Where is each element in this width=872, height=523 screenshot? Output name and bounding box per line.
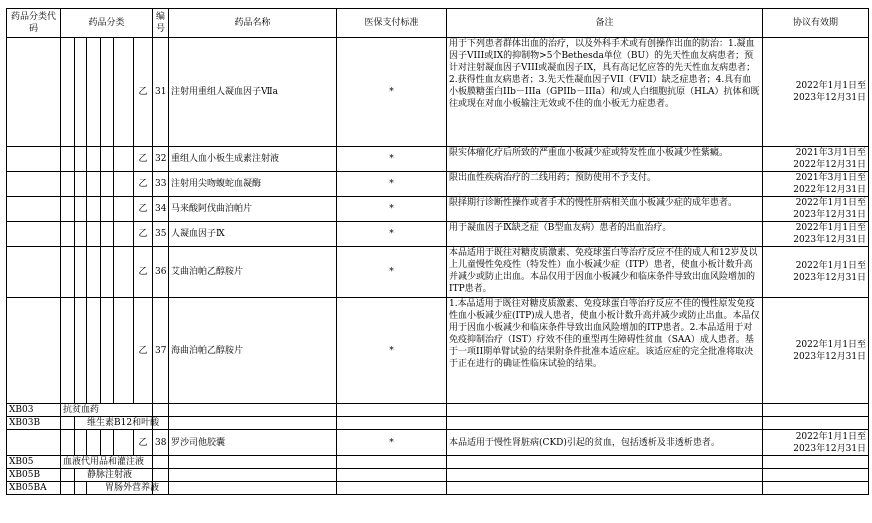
seq-cell: 35 xyxy=(153,222,169,247)
grade-cell: 乙 xyxy=(134,38,153,147)
table-row xyxy=(7,247,869,298)
validity-cell: 2022年1月1日至 2023年12月31日 xyxy=(763,298,869,404)
validity-cell: 2022年1月1日至 2023年12月31日 xyxy=(763,247,869,298)
standard-cell: * xyxy=(337,172,447,197)
validity-cell: 2021年3月1日至 2022年12月31日 xyxy=(763,172,869,197)
remark-cell: 限出血性疾病治疗的二线用药；预防使用不予支付。 xyxy=(447,172,763,197)
drug-name-cell: 马来酸阿伐曲泊帕片 xyxy=(169,197,337,222)
category-code-cell: XB05 xyxy=(7,456,61,469)
table-row xyxy=(7,197,869,222)
category-code-cell: XB05BA xyxy=(7,482,61,495)
category-row xyxy=(7,469,869,482)
table-row xyxy=(7,38,869,147)
remark-cell: 1.本品适用于既往对糖皮质激素、免疫球蛋白等治疗反应不佳的慢性原发免疫性血小板减少症(ITP)成人患者，使血小板计数升高并减少或防止出血。本品仅用于因血小板减少和临床条件导致出血风险增加的ITP患者。2.本品适用于对免疫抑制治疗（IST）疗效不佳的重型再生障碍性贫血（SAA）成人患者。基于一项II期单臂试验的结果附条件批准本适应症。该适应症的完全批准将取决于正在进行的确证性临床试验的结果。 xyxy=(447,298,763,404)
standard-cell: * xyxy=(337,430,447,456)
header-code: 药品分类代码 xyxy=(7,9,61,38)
standard-cell: * xyxy=(337,298,447,404)
table-row xyxy=(7,298,869,404)
drug-name-cell: 人凝血因子Ⅸ xyxy=(169,222,337,247)
header-remark: 备注 xyxy=(447,9,763,38)
category-row xyxy=(7,404,869,417)
standard-cell: * xyxy=(337,247,447,298)
grade-cell: 乙 xyxy=(134,430,153,456)
grade-cell: 乙 xyxy=(134,147,153,172)
grade-cell: 乙 xyxy=(134,298,153,404)
category-label-cell: 抗贫血药 xyxy=(61,404,153,417)
header-name: 药品名称 xyxy=(169,9,337,38)
standard-cell: * xyxy=(337,197,447,222)
remark-cell: 限择期行诊断性操作或者手术的慢性肝病相关血小板减少症的成年患者。 xyxy=(447,197,763,222)
drug-name-cell: 罗沙司他胶囊 xyxy=(169,430,337,456)
remark-cell: 本品适用于慢性肾脏病(CKD)引起的贫血，包括透析及非透析患者。 xyxy=(447,430,763,456)
validity-cell: 2022年1月1日至 2023年12月31日 xyxy=(763,430,869,456)
table-row xyxy=(7,172,869,197)
header-validity: 协议有效期 xyxy=(763,9,869,38)
grade-cell: 乙 xyxy=(134,197,153,222)
seq-cell: 33 xyxy=(153,172,169,197)
standard-cell: * xyxy=(337,38,447,147)
category-row xyxy=(7,456,869,469)
grade-cell: 乙 xyxy=(134,172,153,197)
category-label-cell: 胃肠外营养液 xyxy=(87,482,153,495)
drug-name-cell: 重组人血小板生成素注射液 xyxy=(169,147,337,172)
remark-cell: 本品适用于既往对糖皮质激素、免疫球蛋白等治疗反应不佳的成人和12岁及以上儿童慢性免疫性（特发性）血小板减少症（ITP）患者，使血小板计数升高并减少或防止出血。本品仅用于因血小板减少和临床条件导致出血风险增加的ITP患者。 xyxy=(447,247,763,298)
header-category: 药品分类 xyxy=(61,9,153,38)
remark-cell: 限实体瘤化疗后所致的严重血小板减少症或特发性血小板减少性紫癜。 xyxy=(447,147,763,172)
category-row xyxy=(7,482,869,495)
seq-cell: 34 xyxy=(153,197,169,222)
header-seq: 编号 xyxy=(153,9,169,38)
header-row xyxy=(7,9,869,38)
validity-cell: 2022年1月1日至 2023年12月31日 xyxy=(763,197,869,222)
seq-cell: 38 xyxy=(153,430,169,456)
table-row xyxy=(7,147,869,172)
remark-cell: 用于下列患者群体出血的治疗，以及外科手术或有创操作出血的防治：1.凝血因子VIII或IX的抑制物>5个Bethesda单位（BU）的先天性血友病患者；预计对注射凝血因子VIII或凝血因子IX，具有高记忆应答的先天性血友病患者；2.获得性血友病患者；3.先天性凝血因子VII（FVII）缺乏症患者；4.具有血小板膜糖蛋白IIb－IIIa（GPIIb－IIIa）和/或人白细胞抗原（HLA）抗体和既往或现在对血小板输注无效或不佳的血小板无力症患者。 xyxy=(447,38,763,147)
drug-name-cell: 海曲泊帕乙醇胺片 xyxy=(169,298,337,404)
validity-cell: 2022年1月1日至 2023年12月31日 xyxy=(763,38,869,147)
remark-cell: 用于凝血因子Ⅸ缺乏症（B型血友病）患者的出血治疗。 xyxy=(447,222,763,247)
category-label-cell: 静脉注射液 xyxy=(75,469,153,482)
seq-cell: 36 xyxy=(153,247,169,298)
drug-name-cell: 注射用重组人凝血因子Ⅶa xyxy=(169,38,337,147)
drug-name-cell: 艾曲泊帕乙醇胺片 xyxy=(169,247,337,298)
category-label-cell: 血液代用品和灌注液 xyxy=(61,456,153,469)
category-code-cell: XB05B xyxy=(7,469,61,482)
standard-cell: * xyxy=(337,147,447,172)
grade-cell: 乙 xyxy=(134,222,153,247)
grade-cell: 乙 xyxy=(134,247,153,298)
seq-cell: 37 xyxy=(153,298,169,404)
category-code-cell: XB03 xyxy=(7,404,61,417)
category-label-cell: 维生素B12和叶酸 xyxy=(75,417,153,430)
category-code-cell: XB03B xyxy=(7,417,61,430)
seq-cell: 31 xyxy=(153,38,169,147)
seq-cell: 32 xyxy=(153,147,169,172)
drug-list-table xyxy=(6,8,869,495)
validity-cell: 2021年3月1日至 2022年12月31日 xyxy=(763,147,869,172)
category-row xyxy=(7,417,869,430)
validity-cell: 2022年1月1日至 2023年12月31日 xyxy=(763,222,869,247)
drug-name-cell: 注射用尖吻蝮蛇血凝酶 xyxy=(169,172,337,197)
table-row xyxy=(7,430,869,456)
header-standard: 医保支付标准 xyxy=(337,9,447,38)
table-row xyxy=(7,222,869,247)
standard-cell: * xyxy=(337,222,447,247)
